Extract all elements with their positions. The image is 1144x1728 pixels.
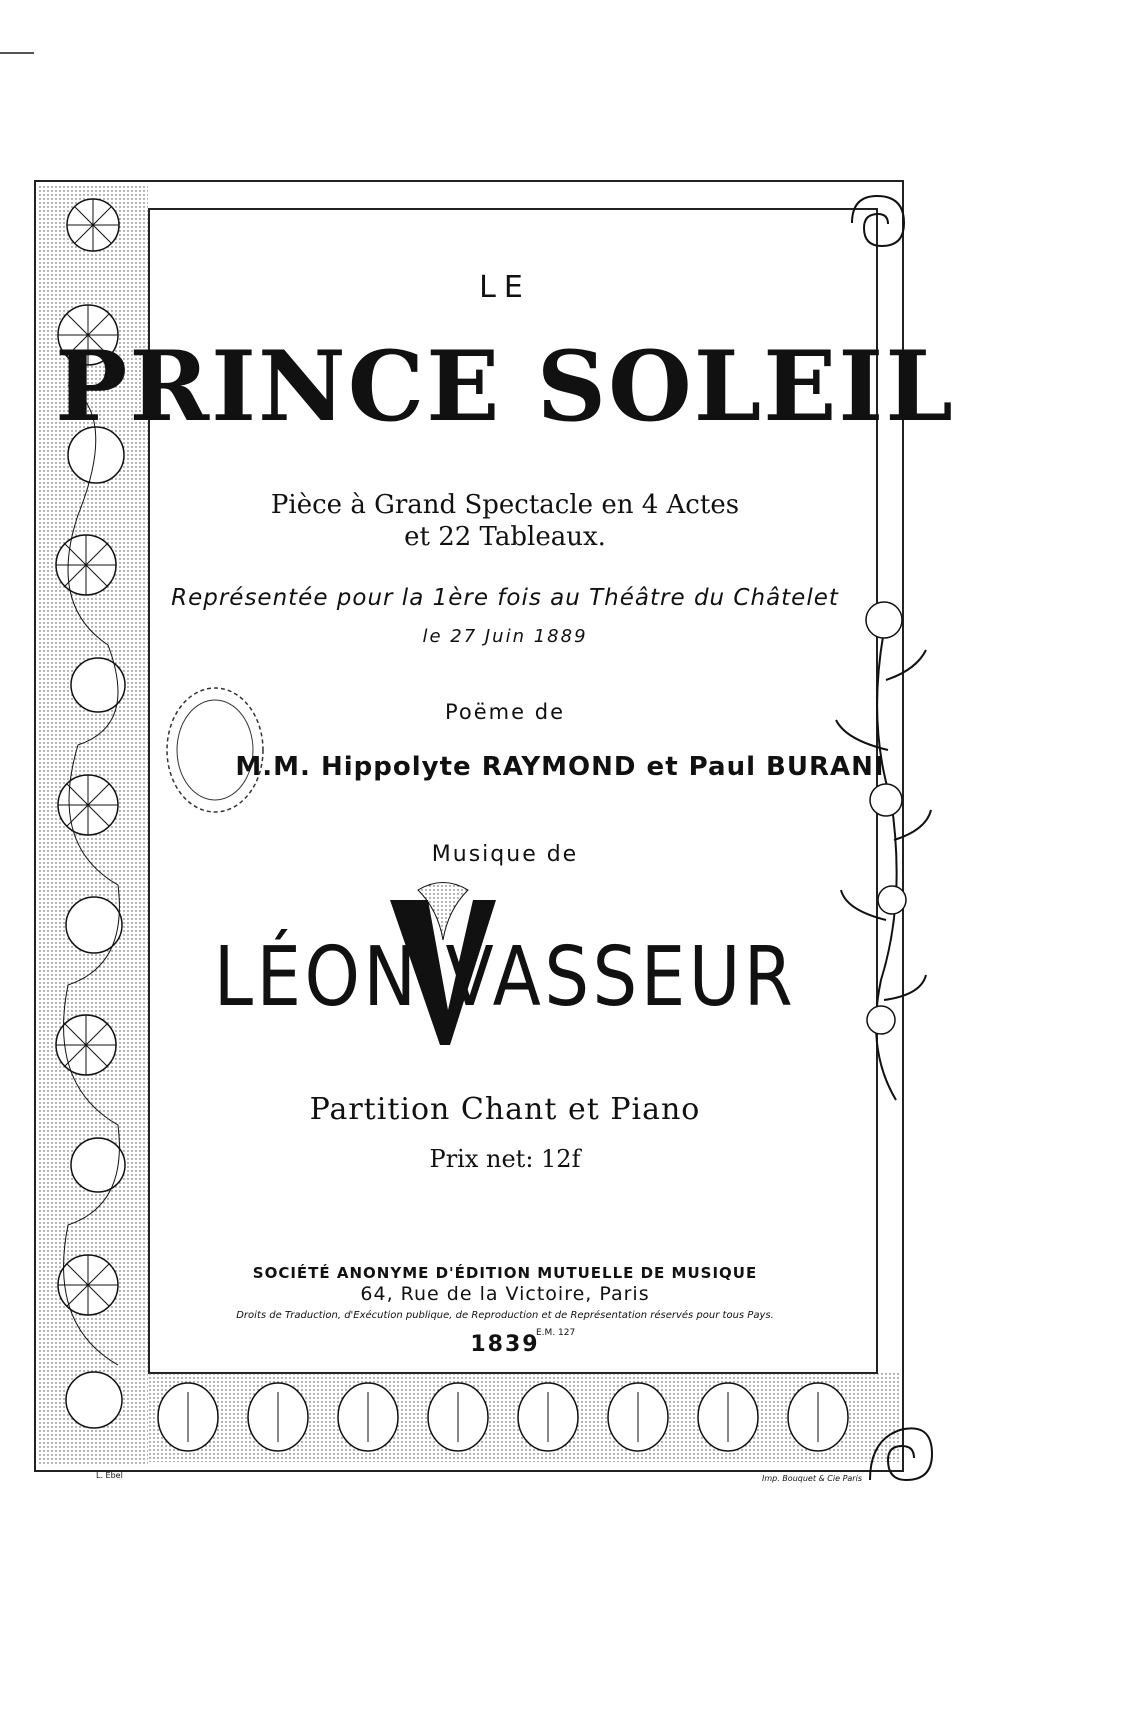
title-article: LE [479,270,531,305]
publisher-address: 64, Rue de la Victoire, Paris [360,1283,650,1305]
corner-scroll-bottom-right [860,1390,940,1490]
plate-code: E.M. 127 [536,1328,576,1338]
plate-number: 1839 [470,1332,540,1357]
authors: M.M. Hippolyte RAYMOND et Paul BURANI [235,752,885,782]
printer-credit: Imp. Bouquet & Cie Paris [762,1474,862,1483]
page-title: PRINCE SOLEIL [55,330,955,443]
music-label: Musique de [431,842,579,867]
rights-notice: Droits de Traduction, d'Exécution publique, de Reproduction et de Représentation réservés pour tous Pays. [236,1310,774,1321]
floral-border-bottom [148,1372,900,1462]
premiere-date: le 27 Juin 1889 [422,626,588,647]
premiere-note: Représentée pour la 1ère fois au Théâtre du Châtelet [171,585,839,611]
corner-scroll-top-right [842,188,912,258]
subtitle-genre: Pièce à Grand Spectacle en 4 Actes [270,490,740,520]
score-type: Partition Chant et Piano [309,1092,701,1127]
engraver-credit: L. Ebel [96,1471,123,1480]
price: Prix net: 12f [429,1145,581,1173]
composer-name: LÉON VASSEUR [213,930,797,1025]
subtitle-tableaux: et 22 Tableaux. [404,522,606,552]
publisher: SOCIÉTÉ ANONYME D'ÉDITION MUTUELLE DE MUSIQUE [252,1264,758,1282]
margin-mark [0,52,34,54]
poem-label: Poëme de [445,700,565,724]
